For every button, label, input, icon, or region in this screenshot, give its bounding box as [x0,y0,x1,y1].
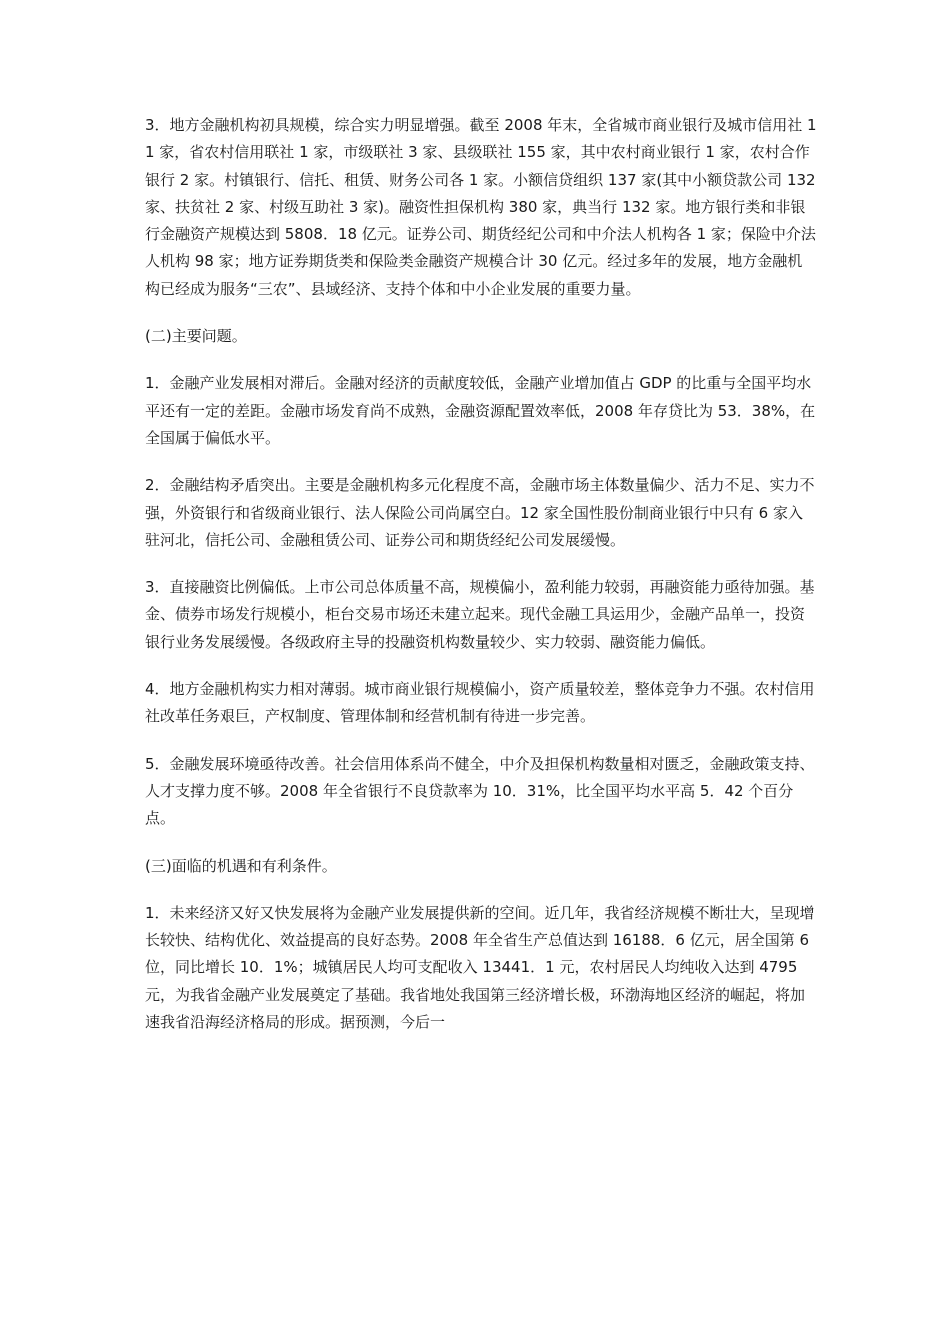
paragraph-problem-1: 1．金融产业发展相对滞后。金融对经济的贡献度较低，金融产业增加值占 GDP 的比重与全国平均水平还有一定的差距。金融市场发育尚不成熟，金融资源配置效率低，2008 年存贷比为 53．38%，在全国属于偏低水平。 [145,374,816,447]
paragraph-opportunity-1: 1．未来经济又好又快发展将为金融产业发展提供新的空间。近几年，我省经济规模不断壮大，呈现增长较快、结构优化、效益提高的良好态势。2008 年全省生产总值达到 16188．6 亿元，居全国第 6 位，同比增长 10．1%；城镇居民人均可支配收入 13441．1 元，农村居民人均纯收入达到 4795 元，为我省金融产业发展奠定了基础。我省地处我国第三经济增长极，环渤海地区经济的崛起，将加速我省沿海经济格局的形成。据预测，今后一 [145,903,815,1032]
paragraph-problem-2: 2．金融结构矛盾突出。主要是金融机构多元化程度不高，金融市场主体数量偏少、活力不足、实力不强，外资银行和省级商业银行、法人保险公司尚属空白。12 家全国性股份制商业银行中只有 6 家入驻河北，信托公司、金融租赁公司、证券公司和期货经纪公司发展缓慢。 [145,476,815,549]
section-heading-opportunities: (三)面临的机遇和有利条件。 [145,856,337,875]
paragraph-problem-4: 4．地方金融机构实力相对薄弱。城市商业银行规模偏小，资产质量较差，整体竞争力不强。农村信用社改革任务艰巨，产权制度、管理体制和经营机制有待进一步完善。 [145,680,815,726]
paragraph-problem-3: 3．直接融资比例偏低。上市公司总体质量不高，规模偏小，盈利能力较弱，再融资能力亟待加强。基金、债券市场发行规模小，柜台交易市场还未建立起来。现代金融工具运用少，金融产品单一，投资银行业务发展缓慢。各级政府主导的投融资机构数量较少、实力较弱、融资能力偏低。 [145,578,815,651]
section-heading-main-problems: (二)主要问题。 [145,327,247,346]
document-body [145,112,817,1056]
paragraph-local-institutions: 3．地方金融机构初具规模，综合实力明显增强。截至 2008 年末，全省城市商业银行及城市信用社 11 家，省农村信用联社 1 家，市级联社 3 家、县级联社 155 家，其中农村商业银行 1 家，农村合作银行 2 家。村镇银行、信托、租赁、财务公司各 1 家。小额信贷组织 137 家(其中小额贷款公司 132 家、扶贫社 2 家、村级互助社 3 家)。融资性担保机构 380 家，典当行 132 家。地方银行类和非银行金融资产规模达到 5808．18 亿元。证券公司、期货经纪公司和中介法人机构各 1 家；保险中介法人机构 98 家；地方证券期货类和保险类金融资产规模合计 30 亿元。经过多年的发展，地方金融机构已经成为服务“三农”、县域经济、支持个体和中小企业发展的重要力量。 [145,116,817,298]
paragraph-problem-5: 5．金融发展环境亟待改善。社会信用体系尚不健全，中介及担保机构数量相对匮乏，金融政策支持、人才支撑力度不够。2008 年全省银行不良贷款率为 10．31%，比全国平均水平高 5．42 个百分点。 [145,754,815,828]
